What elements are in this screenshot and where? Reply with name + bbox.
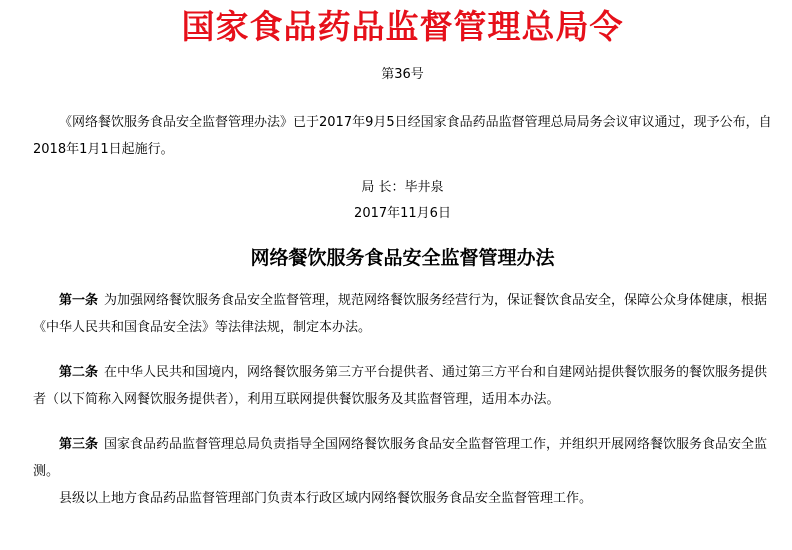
article-1 (33, 287, 772, 341)
decree-title: 国家食品药品监督管理总局令 (181, 7, 624, 46)
article-number: 第一条 (59, 293, 99, 308)
article-3-continuation: 县级以上地方食品药品监督管理部门负责本行政区域内网络餐饮服务食品安全监督管理工作。 (59, 491, 593, 506)
article-number: 第二条 (59, 365, 99, 380)
signature-date: 2017年11月6日 (354, 206, 451, 221)
article-2 (33, 359, 772, 413)
director-signature: 局 长：毕井泉 (361, 180, 444, 195)
law-title: 网络餐饮服务食品安全监督管理办法 (250, 247, 555, 269)
article-text: 为加强网络餐饮服务食品安全监督管理，规范网络餐饮服务经营行为，保证餐饮食品安全，保障公众身体健康，根据《中华人民共和国食品安全法》等法律法规，制定本办法。 (33, 293, 768, 335)
decree-number: 第36号 (381, 67, 424, 82)
article-3 (33, 431, 772, 485)
article-text: 国家食品药品监督管理总局负责指导全国网络餐饮服务食品安全监督管理工作，并组织开展网络餐饮服务食品安全监测。 (33, 437, 768, 479)
signature-block (33, 175, 772, 227)
article-number: 第三条 (59, 437, 99, 452)
intro-paragraph: 《网络餐饮服务食品安全监督管理办法》已于2017年9月5日经国家食品药品监督管理总局局务会议审议通过，现予公布，自2018年1月1日起施行。 (33, 115, 772, 157)
article-text: 在中华人民共和国境内，网络餐饮服务第三方平台提供者、通过第三方平台和自建网站提供餐饮服务的餐饮服务提供者（以下简称入网餐饮服务提供者），利用互联网提供餐饮服务及其监督管理，适用本办法。 (33, 365, 768, 407)
